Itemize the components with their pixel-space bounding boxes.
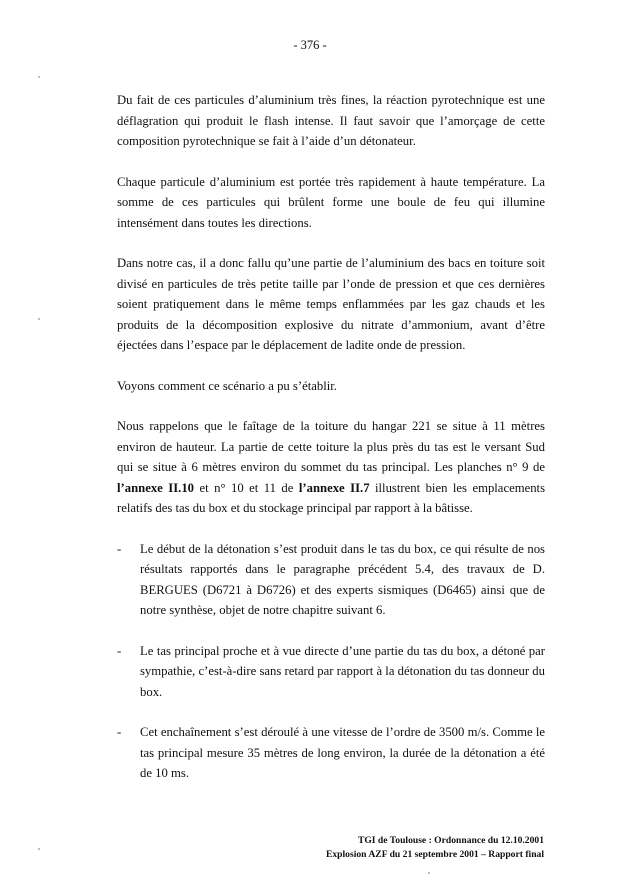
list-item-text: Le tas principal proche et à vue directe d’une partie du tas du box, a détoné par sympathie, c’est-à-dire sans retard par rapport à la détonation du tas donneur du box. [140, 643, 545, 699]
list-item-text: Le début de la détonation s’est produit dans le tas du box, ce qui résulte de nos résultats rapportés dans le paragraphe précédent 5.4, des travaux de D. BERGUES (D6721 à D6726) et des experts sismiques (D6465) ainsi que de notre synthèse, objet de notre chapitre suivant 6. [140, 541, 545, 617]
scan-speck [38, 318, 40, 320]
bullet-marker: - [117, 725, 122, 739]
paragraph: Du fait de ces particules d’aluminium très fines, la réaction pyrotechnique est une déflagration qui produit le flash intense. Il faut savoir que l’amorçage de cette composition pyrotechnique se fait à l’aide d’un détonateur. [117, 93, 545, 148]
list-item [117, 539, 545, 621]
footer-line: Explosion AZF du 21 septembre 2001 – Rapport final [325, 849, 544, 860]
scan-speck [38, 76, 40, 78]
bullet-marker: - [117, 541, 122, 556]
list-item-text: Cet enchaînement s’est déroulé à une vitesse de l’ordre de 3500 m/s. Comme le tas principal mesure 35 mètres de long environ, la durée de la détonation a été de 10 ms. [140, 725, 545, 780]
annex-reference: l’annexe II.10 [117, 480, 195, 495]
bullet-list [117, 539, 545, 784]
list-item [117, 641, 545, 703]
scan-speck [38, 848, 40, 850]
annex-reference: l’annexe II.7 [298, 480, 370, 495]
scan-speck [428, 872, 430, 874]
paragraph: Chaque particule d’aluminium est portée très rapidement à haute température. La somme de ces particules qui brûlent forme une boule de feu qui illumine intensément dans toutes les directions. [117, 174, 545, 230]
paragraph: Voyons comment ce scénario a pu s’établir. [117, 378, 337, 393]
paragraph-text: Nous rappelons que le faîtage de la toiture du hangar 221 se situe à 11 mètres environ de hauteur. La partie de cette toiture la plus près du tas est le versant Sud qui se situe à 6 mètres environ du sommet du tas principal. Les planches n° 9 de [117, 419, 545, 474]
paragraph: Dans notre cas, il a donc fallu qu’une partie de l’aluminium des bacs en toiture soit divisé en particules de très petite taille par l’onde de pression et que ces dernières soient pratiquement dans le même temps enflammées par les gaz chauds et les produits de la décomposition explosive du nitrate d’ammonium, avant d’être éjectées dans l’espace par le déplacement de ladite onde de pression. [117, 256, 545, 352]
page-number: - 376 - [293, 38, 327, 52]
document-body [117, 90, 545, 804]
paragraph-text: illustrent bien les emplacements relatifs des tas du box et du stockage principal par rapport à la bâtisse. [117, 480, 546, 515]
list-item [117, 722, 545, 784]
footer [326, 834, 544, 862]
annex-reference-paragraph [117, 416, 545, 519]
footer-line: TGI de Toulouse : Ordonnance du 12.10.2001 [357, 835, 544, 846]
bullet-marker: - [117, 643, 122, 658]
paragraph-text: et n° 10 et 11 de [194, 480, 299, 495]
